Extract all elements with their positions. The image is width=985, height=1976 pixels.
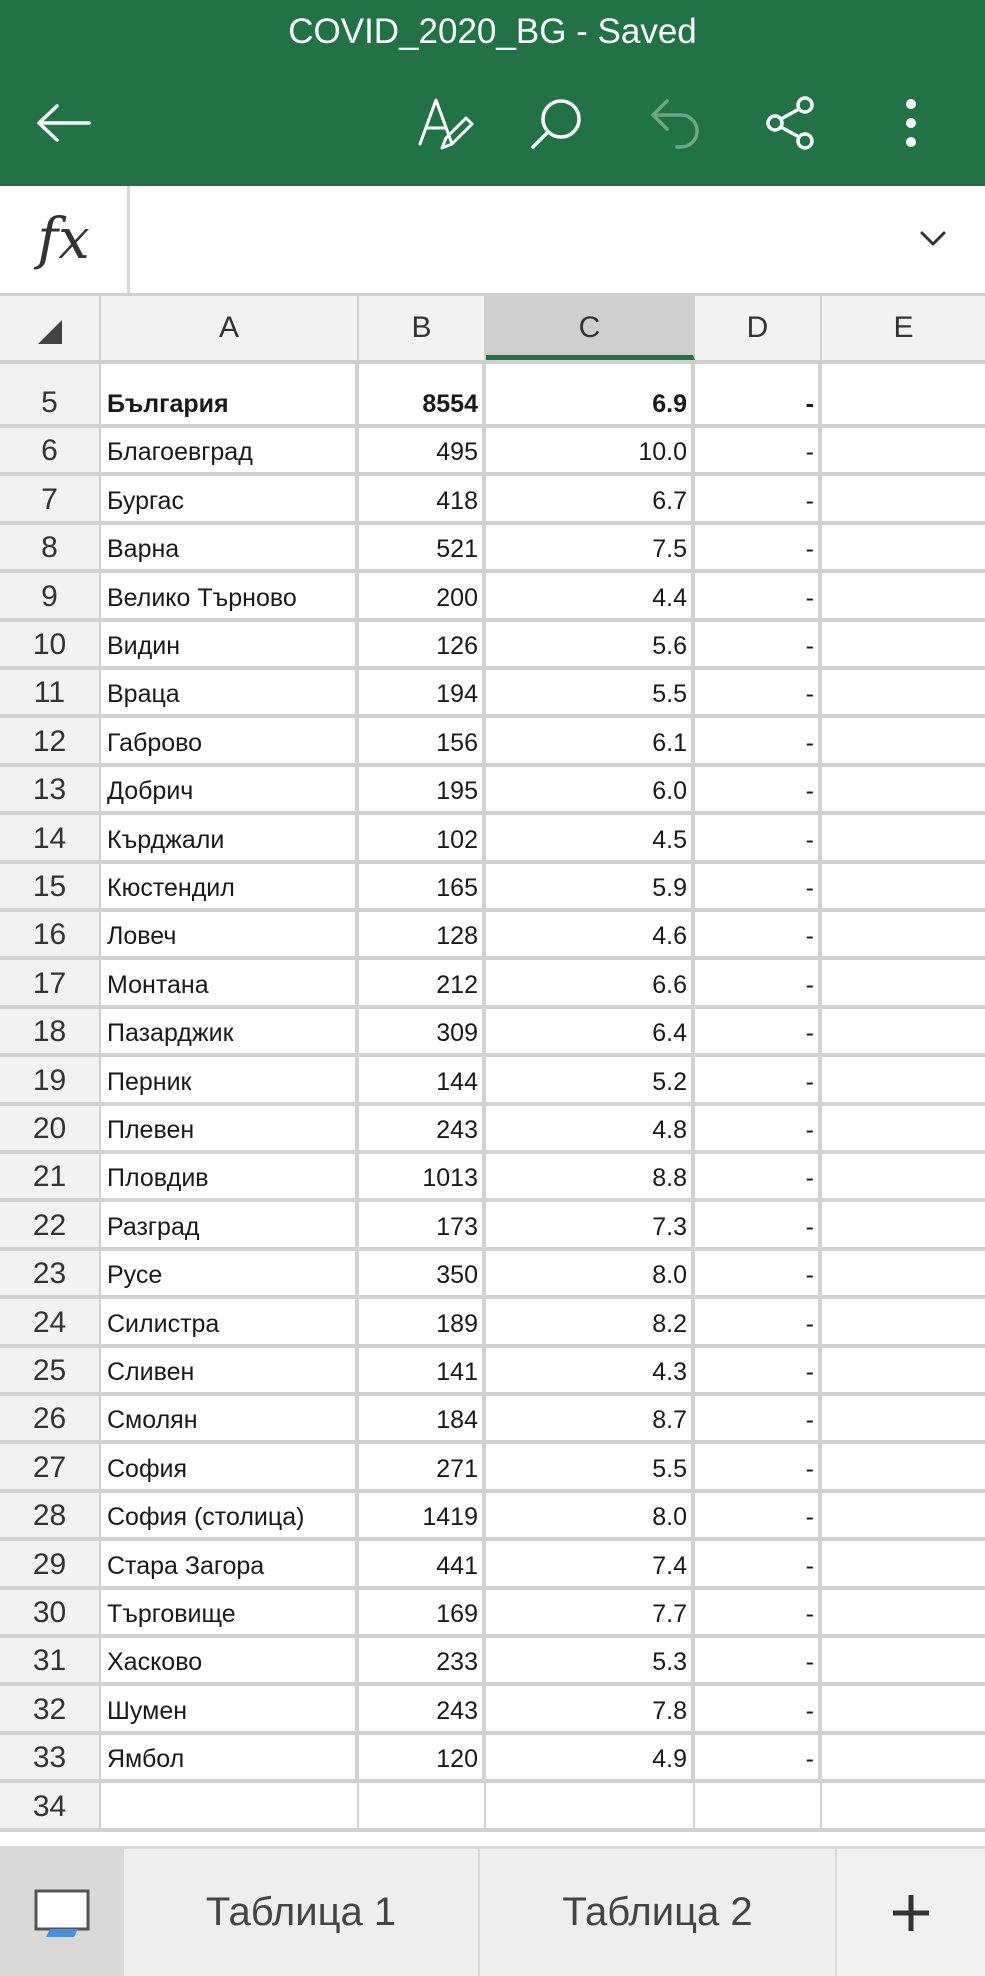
cell-c[interactable]: 4.9 xyxy=(486,1735,695,1779)
cell-b[interactable]: 120 xyxy=(359,1735,486,1779)
cell-a[interactable] xyxy=(101,1783,359,1827)
cell-e[interactable] xyxy=(822,1009,985,1053)
row-number[interactable]: 29 xyxy=(0,1541,101,1585)
cell-d[interactable]: - xyxy=(695,1202,822,1246)
cell-b[interactable]: 212 xyxy=(359,960,486,1004)
cell-e[interactable] xyxy=(822,767,985,811)
table-row xyxy=(0,1251,985,1299)
cell-b[interactable]: 8554 xyxy=(359,364,486,424)
cell-a[interactable]: София (столица) xyxy=(101,1493,359,1537)
search-button[interactable] xyxy=(518,84,596,162)
formula-expand-button[interactable] xyxy=(900,206,966,272)
select-all-corner[interactable] xyxy=(0,296,101,360)
cell-a[interactable]: Добрич xyxy=(101,767,359,811)
row-number[interactable]: 21 xyxy=(0,1154,101,1198)
cell-d[interactable]: - xyxy=(695,476,822,520)
cell-c[interactable]: 6.4 xyxy=(486,1009,695,1053)
cell-d[interactable]: - xyxy=(695,1396,822,1440)
sheet-tab-bar xyxy=(0,1846,985,1976)
cell-d[interactable]: - xyxy=(695,428,822,472)
cell-b[interactable]: 195 xyxy=(359,767,486,811)
undo-icon xyxy=(647,95,703,151)
cell-b[interactable]: 418 xyxy=(359,476,486,520)
cell-b[interactable]: 141 xyxy=(359,1348,486,1392)
row-number[interactable]: 22 xyxy=(0,1202,101,1246)
select-all-triangle-icon xyxy=(36,318,64,346)
edit-pen-icon xyxy=(416,94,474,152)
table-row xyxy=(0,1735,985,1783)
cell-c[interactable]: 8.0 xyxy=(486,1493,695,1537)
cell-b[interactable]: 309 xyxy=(359,1009,486,1053)
cell-c[interactable]: 6.1 xyxy=(486,718,695,762)
cell-c[interactable]: 5.5 xyxy=(486,1444,695,1488)
table-row xyxy=(0,1154,985,1202)
table-row xyxy=(0,1541,985,1589)
table-row xyxy=(0,864,985,912)
cell-d[interactable]: - xyxy=(695,1348,822,1392)
cell-e[interactable] xyxy=(822,1541,985,1585)
cell-c[interactable]: 6.6 xyxy=(486,960,695,1004)
table-row xyxy=(0,1009,985,1057)
table-row xyxy=(0,573,985,621)
cell-a[interactable]: Ямбол xyxy=(101,1735,359,1779)
cell-d[interactable]: - xyxy=(695,1251,822,1295)
row-number[interactable]: 17 xyxy=(0,960,101,1004)
cell-e[interactable] xyxy=(822,1444,985,1488)
cell-d[interactable]: - xyxy=(695,718,822,762)
row-number[interactable]: 16 xyxy=(0,912,101,956)
cell-b[interactable]: 156 xyxy=(359,718,486,762)
cell-c[interactable]: 5.6 xyxy=(486,622,695,666)
row-number[interactable]: 15 xyxy=(0,864,101,908)
column-header-row xyxy=(0,296,985,364)
cell-c[interactable]: 8.0 xyxy=(486,1251,695,1295)
cell-e[interactable] xyxy=(822,670,985,714)
cell-c[interactable]: 4.6 xyxy=(486,912,695,956)
cell-e[interactable] xyxy=(822,1251,985,1295)
cell-e[interactable] xyxy=(822,815,985,859)
table-row xyxy=(0,1493,985,1541)
row-number[interactable]: 28 xyxy=(0,1493,101,1537)
cell-a[interactable]: Благоевград xyxy=(101,428,359,472)
cell-c[interactable]: 5.9 xyxy=(486,864,695,908)
more-vertical-icon xyxy=(903,98,919,148)
cell-a[interactable]: Разград xyxy=(101,1202,359,1246)
table-row xyxy=(0,1686,985,1734)
cell-d[interactable]: - xyxy=(695,1638,822,1682)
cell-c[interactable]: 8.2 xyxy=(486,1299,695,1343)
table-row xyxy=(0,1638,985,1686)
cell-d[interactable]: - xyxy=(695,912,822,956)
back-arrow-icon xyxy=(35,103,91,143)
cell-a[interactable]: Русе xyxy=(101,1251,359,1295)
table-row xyxy=(0,476,985,524)
row-number[interactable]: 25 xyxy=(0,1348,101,1392)
cell-d[interactable] xyxy=(695,1783,822,1827)
sheet-list-button[interactable] xyxy=(0,1849,124,1976)
table-row xyxy=(0,525,985,573)
table-row xyxy=(0,1299,985,1347)
row-number[interactable]: 10 xyxy=(0,622,101,666)
row-number[interactable]: 12 xyxy=(0,718,101,762)
cell-c[interactable] xyxy=(486,1783,695,1827)
table-row xyxy=(0,670,985,718)
cell-d[interactable]: - xyxy=(695,1299,822,1343)
cell-d[interactable]: - xyxy=(695,1493,822,1537)
cell-d[interactable]: - xyxy=(695,767,822,811)
row-number[interactable]: 9 xyxy=(0,573,101,617)
cell-a[interactable]: София xyxy=(101,1444,359,1488)
column-header-c[interactable]: C xyxy=(486,296,695,360)
cell-e[interactable] xyxy=(822,622,985,666)
cell-e[interactable] xyxy=(822,573,985,617)
cell-c[interactable]: 7.5 xyxy=(486,525,695,569)
table-row xyxy=(0,1202,985,1250)
table-row xyxy=(0,1396,985,1444)
table-row xyxy=(0,767,985,815)
column-header-e[interactable]: E xyxy=(893,311,914,344)
cell-d[interactable]: - xyxy=(695,622,822,666)
cell-c[interactable]: 10.0 xyxy=(486,428,695,472)
row-number[interactable]: 23 xyxy=(0,1251,101,1295)
cell-c[interactable]: 5.2 xyxy=(486,1057,695,1101)
table-row xyxy=(0,718,985,766)
cell-a[interactable]: Силистра xyxy=(101,1299,359,1343)
cell-d[interactable]: - xyxy=(695,1541,822,1585)
cell-e[interactable] xyxy=(822,864,985,908)
row-number[interactable]: 33 xyxy=(0,1735,101,1779)
cell-d[interactable]: - xyxy=(695,960,822,1004)
cell-c[interactable]: 7.4 xyxy=(486,1541,695,1585)
table-row xyxy=(0,1348,985,1396)
cell-a[interactable]: България xyxy=(101,364,359,424)
cell-e[interactable] xyxy=(822,960,985,1004)
table-row xyxy=(0,960,985,1008)
cell-e[interactable] xyxy=(822,1783,985,1827)
row-number[interactable]: 31 xyxy=(0,1638,101,1682)
table-row xyxy=(0,1590,985,1638)
cell-e[interactable] xyxy=(822,1106,985,1150)
cell-b[interactable] xyxy=(359,1783,486,1827)
row-number[interactable]: 5 xyxy=(0,364,101,424)
cell-b[interactable]: 102 xyxy=(359,815,486,859)
cell-c[interactable]: 7.8 xyxy=(486,1686,695,1730)
cell-d[interactable]: - xyxy=(695,1057,822,1101)
cell-c[interactable]: 6.9 xyxy=(486,364,695,424)
cell-a[interactable]: Велико Търново xyxy=(101,573,359,617)
sheet-tab-2[interactable]: Таблица 2 xyxy=(480,1849,837,1976)
edit-button[interactable] xyxy=(406,84,484,162)
cell-d[interactable]: - xyxy=(695,1106,822,1150)
cell-b[interactable]: 189 xyxy=(359,1299,486,1343)
cell-a[interactable]: Хасково xyxy=(101,1638,359,1682)
cell-a[interactable]: Търговище xyxy=(101,1590,359,1634)
table-row xyxy=(0,622,985,670)
cell-a[interactable]: Смолян xyxy=(101,1396,359,1440)
cell-a[interactable]: Сливен xyxy=(101,1348,359,1392)
cell-c[interactable]: 4.8 xyxy=(486,1106,695,1150)
cell-a[interactable]: Видин xyxy=(101,622,359,666)
cell-b[interactable]: 495 xyxy=(359,428,486,472)
share-icon xyxy=(763,95,819,151)
cell-d[interactable]: - xyxy=(695,1735,822,1779)
cell-b[interactable]: 1013 xyxy=(359,1154,486,1198)
cell-e[interactable] xyxy=(822,1686,985,1730)
row-number[interactable]: 18 xyxy=(0,1009,101,1053)
search-icon xyxy=(529,95,585,151)
cell-d[interactable]: - xyxy=(695,1009,822,1053)
cell-d[interactable]: - xyxy=(695,1590,822,1634)
cell-e[interactable] xyxy=(822,1202,985,1246)
cell-b[interactable]: 233 xyxy=(359,1638,486,1682)
cell-b[interactable]: 200 xyxy=(359,573,486,617)
cell-b[interactable]: 271 xyxy=(359,1444,486,1488)
column-header-a[interactable]: A xyxy=(101,296,359,360)
cell-b[interactable]: 184 xyxy=(359,1396,486,1440)
app-toolbar xyxy=(0,0,985,186)
cell-b[interactable]: 350 xyxy=(359,1251,486,1295)
cell-d[interactable]: - xyxy=(695,573,822,617)
document-title: COVID_2020_BG - Saved xyxy=(288,12,697,51)
table-row xyxy=(0,428,985,476)
row-number[interactable]: 34 xyxy=(0,1783,101,1827)
back-button[interactable] xyxy=(24,84,102,162)
cell-c[interactable]: 7.3 xyxy=(486,1202,695,1246)
cell-d[interactable]: - xyxy=(695,364,822,424)
chevron-down-icon xyxy=(919,230,947,248)
row-number[interactable]: 13 xyxy=(0,767,101,811)
cell-c[interactable]: 6.0 xyxy=(486,767,695,811)
cell-b[interactable]: 243 xyxy=(359,1106,486,1150)
cell-a[interactable]: Плевен xyxy=(101,1106,359,1150)
cell-a[interactable]: Перник xyxy=(101,1057,359,1101)
cell-a[interactable]: Враца xyxy=(101,670,359,714)
cell-a[interactable]: Монтана xyxy=(101,960,359,1004)
share-button[interactable] xyxy=(752,84,830,162)
row-number[interactable]: 8 xyxy=(0,525,101,569)
cell-b[interactable]: 173 xyxy=(359,1202,486,1246)
undo-button[interactable] xyxy=(636,84,714,162)
cell-c[interactable]: 6.7 xyxy=(486,476,695,520)
cell-b[interactable]: 1419 xyxy=(359,1493,486,1537)
cell-d[interactable]: - xyxy=(695,815,822,859)
cell-d[interactable]: - xyxy=(695,1686,822,1730)
cell-d[interactable]: - xyxy=(695,525,822,569)
plus-icon xyxy=(891,1893,931,1933)
cell-e[interactable] xyxy=(822,912,985,956)
cell-b[interactable]: 126 xyxy=(359,622,486,666)
row-number[interactable]: 27 xyxy=(0,1444,101,1488)
column-header-b[interactable]: B xyxy=(359,296,486,360)
cell-c[interactable]: 4.3 xyxy=(486,1348,695,1392)
cell-c[interactable]: 7.7 xyxy=(486,1590,695,1634)
row-number[interactable]: 14 xyxy=(0,815,101,859)
cell-c[interactable]: 4.4 xyxy=(486,573,695,617)
cell-b[interactable]: 128 xyxy=(359,912,486,956)
cell-b[interactable]: 169 xyxy=(359,1590,486,1634)
table-row xyxy=(0,1783,985,1831)
cell-d[interactable]: - xyxy=(695,670,822,714)
row-number[interactable]: 19 xyxy=(0,1057,101,1101)
cell-c[interactable]: 8.7 xyxy=(486,1396,695,1440)
cell-b[interactable]: 144 xyxy=(359,1057,486,1101)
row-number[interactable]: 26 xyxy=(0,1396,101,1440)
cell-a[interactable]: Бургас xyxy=(101,476,359,520)
cell-e[interactable] xyxy=(822,1348,985,1392)
row-number[interactable]: 20 xyxy=(0,1106,101,1150)
cell-e[interactable] xyxy=(822,718,985,762)
cell-e[interactable] xyxy=(822,1638,985,1682)
cell-e[interactable] xyxy=(822,1735,985,1779)
cell-e[interactable] xyxy=(822,364,985,424)
cell-a[interactable]: Шумен xyxy=(101,1686,359,1730)
cell-e[interactable] xyxy=(822,1493,985,1537)
table-row xyxy=(0,1057,985,1105)
fx-label: fx xyxy=(0,186,130,293)
cell-e[interactable] xyxy=(822,1590,985,1634)
cell-d[interactable]: - xyxy=(695,1154,822,1198)
table-row xyxy=(0,364,985,428)
cell-e[interactable] xyxy=(822,1299,985,1343)
row-number[interactable]: 6 xyxy=(0,428,101,472)
cell-b[interactable]: 165 xyxy=(359,864,486,908)
table-row xyxy=(0,1106,985,1154)
cell-c[interactable]: 4.5 xyxy=(486,815,695,859)
cell-d[interactable]: - xyxy=(695,864,822,908)
cell-d[interactable]: - xyxy=(695,1444,822,1488)
table-row xyxy=(0,815,985,863)
cell-e[interactable] xyxy=(822,525,985,569)
cell-e[interactable] xyxy=(822,1396,985,1440)
cell-b[interactable]: 194 xyxy=(359,670,486,714)
cell-a[interactable]: Пловдив xyxy=(101,1154,359,1198)
table-row xyxy=(0,912,985,960)
cell-e[interactable] xyxy=(822,428,985,472)
sheet-tab-1[interactable]: Таблица 1 xyxy=(124,1849,480,1976)
formula-input[interactable] xyxy=(133,186,913,293)
table-row xyxy=(0,1444,985,1492)
formula-bar xyxy=(0,186,985,296)
cell-c[interactable]: 5.5 xyxy=(486,670,695,714)
row-number[interactable]: 32 xyxy=(0,1686,101,1730)
cell-b[interactable]: 243 xyxy=(359,1686,486,1730)
cell-a[interactable]: Стара Загора xyxy=(101,1541,359,1585)
cell-e[interactable] xyxy=(822,476,985,520)
cell-a[interactable]: Варна xyxy=(101,525,359,569)
add-sheet-button[interactable] xyxy=(837,1849,985,1976)
cell-c[interactable]: 5.3 xyxy=(486,1638,695,1682)
column-header-d[interactable]: D xyxy=(695,296,822,360)
row-number[interactable]: 11 xyxy=(0,670,101,714)
cell-b[interactable]: 521 xyxy=(359,525,486,569)
cell-e[interactable] xyxy=(822,1057,985,1101)
row-number[interactable]: 24 xyxy=(0,1299,101,1343)
cell-a[interactable]: Ловеч xyxy=(101,912,359,956)
cell-a[interactable]: Габрово xyxy=(101,718,359,762)
more-options-button[interactable] xyxy=(872,84,950,162)
cell-e[interactable] xyxy=(822,1154,985,1198)
cell-a[interactable]: Кюстендил xyxy=(101,864,359,908)
cell-a[interactable]: Пазарджик xyxy=(101,1009,359,1053)
cell-a[interactable]: Кърджали xyxy=(101,815,359,859)
cell-c[interactable]: 8.8 xyxy=(486,1154,695,1198)
row-number[interactable]: 7 xyxy=(0,476,101,520)
row-number[interactable]: 30 xyxy=(0,1590,101,1634)
sheet-list-icon xyxy=(32,1887,92,1939)
cell-b[interactable]: 441 xyxy=(359,1541,486,1585)
